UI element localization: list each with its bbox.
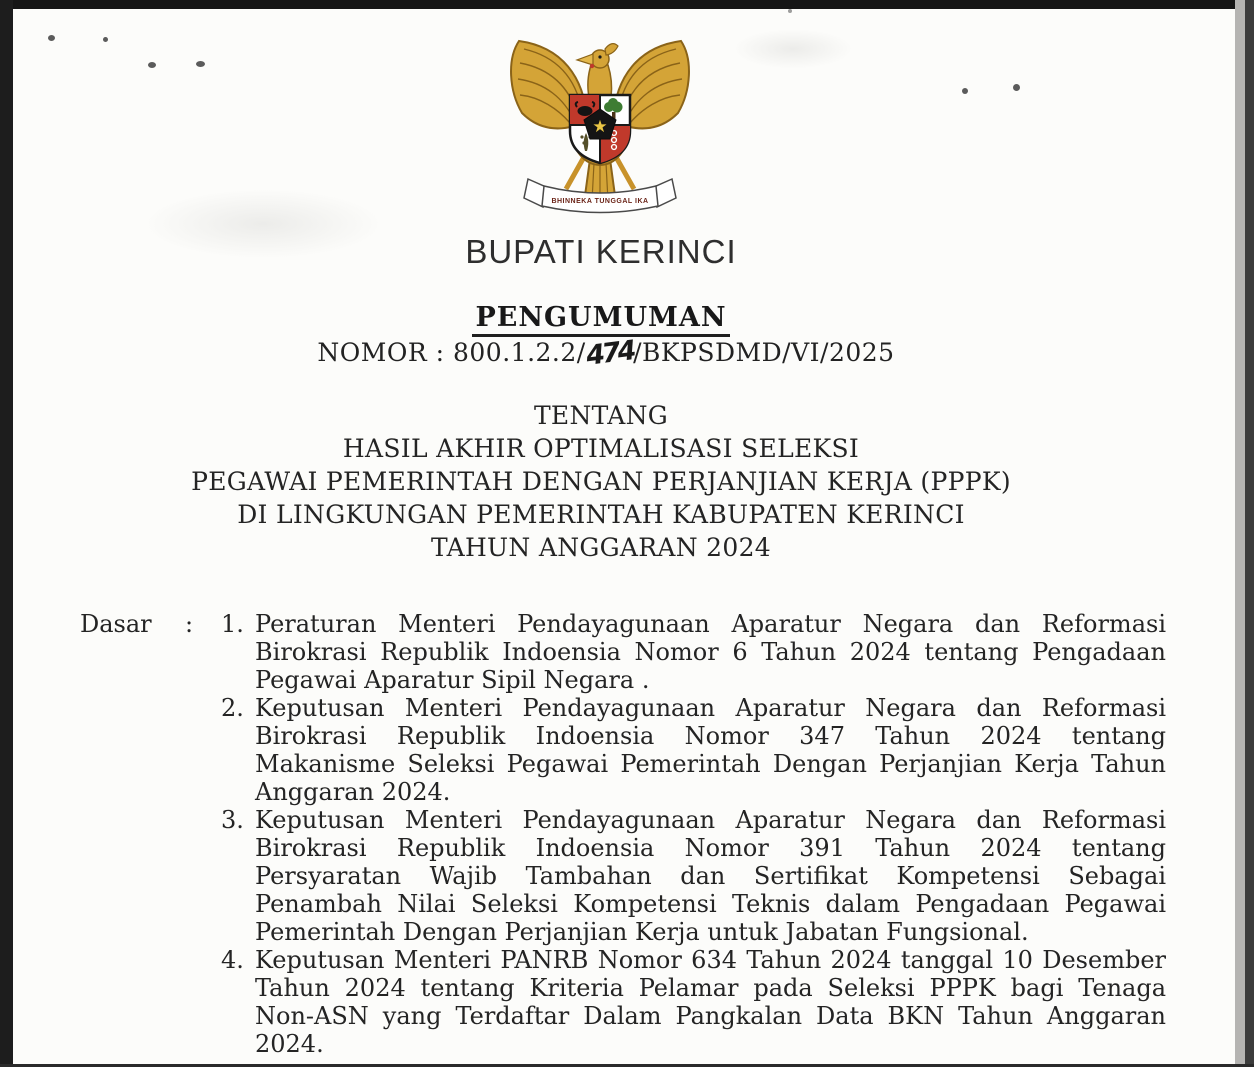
dasar-item-text bbox=[255, 694, 1166, 806]
dasar-line: Peraturan Menteri Pendayagunaan Aparatur Negara dan Reformasi bbox=[255, 610, 1166, 638]
scan-border-right-inner bbox=[1235, 0, 1245, 1067]
dasar-item-number: 3. bbox=[221, 806, 244, 834]
dasar-line: Non-ASN yang Terdaftar Dalam Pangkalan Data BKN Tahun Anggaran bbox=[255, 1002, 1166, 1030]
doc-type-wrap bbox=[13, 302, 1189, 337]
dasar-line: Pegawai Aparatur Sipil Negara . bbox=[255, 666, 650, 694]
dasar-line: Anggaran 2024. bbox=[255, 778, 451, 806]
subject-line: PEGAWAI PEMERINTAH DENGAN PERJANJIAN KERJA (PPPK) bbox=[191, 467, 1011, 496]
doc-number bbox=[13, 335, 1199, 372]
scan-border-top bbox=[0, 0, 1254, 9]
scan-speck bbox=[962, 88, 968, 94]
subject-label: TENTANG bbox=[533, 401, 669, 430]
dasar-line: Tahun 2024 tentang Kriteria Pelamar pada Seleksi PPPK bagi Tenaga bbox=[255, 974, 1166, 1002]
dasar-line: Keputusan Menteri Pendayagunaan Aparatur Negara dan Reformasi bbox=[255, 694, 1166, 722]
doc-number-prefix: NOMOR : 800.1.2.2/ bbox=[317, 338, 586, 367]
subject-line: TAHUN ANGGARAN 2024 bbox=[430, 533, 771, 562]
subject-line: DI LINGKUNGAN PEMERINTAH KABUPATEN KERINCI bbox=[237, 500, 965, 529]
dasar-line: Birokrasi Republik Indoensia Nomor 347 Tahun 2024 tentang bbox=[255, 722, 1166, 750]
dasar-colon: : bbox=[185, 610, 194, 638]
document-content bbox=[13, 9, 1235, 1067]
scan-smudge bbox=[733, 29, 853, 69]
dasar-line: Birokrasi Republik Indoensia Nomor 6 Tahun 2024 tentang Pengadaan bbox=[255, 638, 1166, 666]
garuda-pancasila-emblem bbox=[500, 19, 700, 229]
dasar-item-1 bbox=[221, 610, 1166, 694]
dasar-line: Keputusan Menteri Pendayagunaan Aparatur Negara dan Reformasi bbox=[255, 806, 1166, 834]
dasar-line: Penambah Nilai Seleksi Kompetensi Teknis dalam Pengadaan Pegawai bbox=[255, 890, 1166, 918]
doc-number-suffix: /BKPSDMD/VI/2025 bbox=[633, 338, 895, 367]
pancasila-shield bbox=[568, 93, 632, 167]
dasar-line: Persyaratan Wajib Tambahan dan Sertifikat Kompetensi Sebagai bbox=[255, 862, 1166, 890]
dasar-item-number: 4. bbox=[221, 946, 244, 974]
dasar-item-text bbox=[255, 610, 1166, 694]
dasar-list bbox=[221, 610, 1166, 1058]
dasar-line: Pemerintah Dengan Perjanjian Kerja untuk Jabatan Fungsional. bbox=[255, 918, 1029, 946]
garuda-head bbox=[577, 44, 618, 97]
dasar-item-number: 2. bbox=[221, 694, 244, 722]
scan-border-left bbox=[0, 0, 13, 1067]
dasar-item-4 bbox=[221, 946, 1166, 1058]
dasar-label: Dasar bbox=[80, 610, 152, 638]
scan-speck bbox=[48, 35, 55, 41]
pancasila-star-icon: ★ bbox=[592, 117, 608, 137]
dasar-line: Keputusan Menteri PANRB Nomor 634 Tahun 2024 tanggal 10 Desember bbox=[255, 946, 1166, 974]
scan-speck bbox=[788, 9, 792, 13]
doc-type-title: PENGUMUMAN bbox=[472, 302, 729, 337]
dasar-item-2 bbox=[221, 694, 1166, 806]
scan-speck bbox=[103, 37, 108, 42]
dasar-line: Birokrasi Republik Indoensia Nomor 391 Tahun 2024 tentang bbox=[255, 834, 1166, 862]
subject-block bbox=[13, 399, 1189, 564]
scan-speck bbox=[1013, 84, 1020, 91]
dasar-item-number: 1. bbox=[221, 610, 244, 638]
authority-title: BUPATI KERINCI bbox=[465, 233, 737, 270]
subject-line: HASIL AKHIR OPTIMALISASI SELEKSI bbox=[342, 434, 860, 463]
dasar-line: Makanisme Seleksi Pegawai Pemerintah Dengan Perjanjian Kerja Tahun bbox=[255, 750, 1166, 778]
dasar-item-3 bbox=[221, 806, 1166, 946]
scan-speck bbox=[148, 62, 156, 68]
doc-number-handwritten: 474 bbox=[584, 335, 635, 372]
scan-speck bbox=[196, 61, 205, 67]
scan-border-right-outer bbox=[1245, 0, 1254, 1067]
motto-text: BHINNEKA TUNGGAL IKA bbox=[551, 198, 649, 205]
dasar-line: 2024. bbox=[255, 1030, 324, 1058]
dasar-item-text bbox=[255, 806, 1166, 946]
dasar-item-text bbox=[255, 946, 1166, 1058]
